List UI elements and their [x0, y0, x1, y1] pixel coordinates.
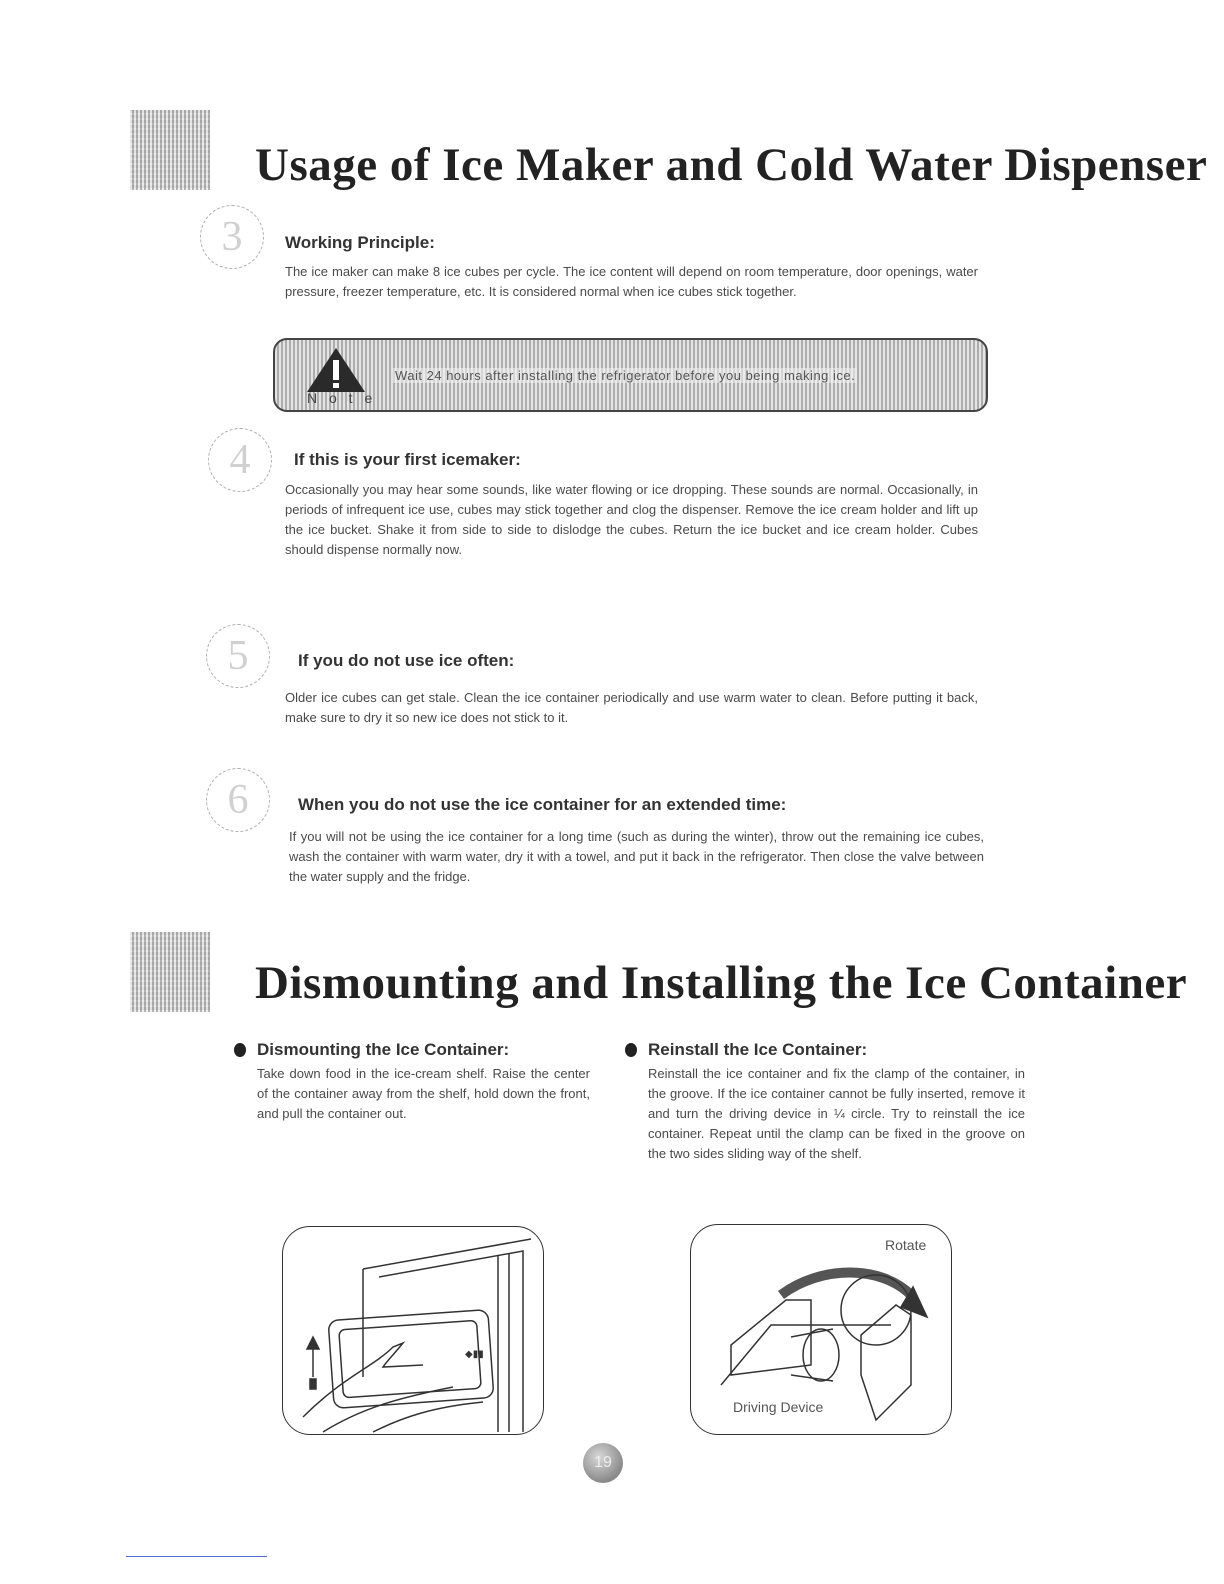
dismount-text: Take down food in the ice-cream shelf. Raise the center of the container away from the shelf, hold down the front, and pull the container out. — [257, 1066, 590, 1121]
warning-icon — [305, 346, 367, 394]
item-3-heading: Working Principle: — [285, 233, 435, 252]
item-3-text: The ice maker can make 8 ice cubes per cycle. The ice content will depend on room temperature, door openings, water pressure, freezer temperature, etc. It is considered normal when ice cubes stick together. — [285, 264, 978, 299]
section-2-decor-square — [130, 932, 210, 1012]
item-4-heading: If this is your first icemaker: — [294, 450, 521, 469]
item-5-heading: If you do not use ice often: — [298, 651, 515, 670]
section-1-decor-square — [130, 110, 210, 190]
item-3-number-badge — [200, 205, 264, 269]
note-text: Wait 24 hours after installing the refrigerator before you being making ice. — [395, 368, 856, 383]
note-box — [273, 338, 988, 412]
item-5-text: Older ice cubes can get stale. Clean the ice container periodically and use warm water to clean. Before putting it back, make sure to dry it so new ice does not stick to it. — [285, 690, 978, 725]
dismount-bullet — [234, 1043, 246, 1057]
rotate-label: Rotate — [885, 1237, 927, 1253]
footer-rule — [126, 1556, 267, 1557]
page-number-badge — [583, 1443, 623, 1483]
item-6-number-badge — [206, 768, 270, 832]
item-3-number: 3 — [221, 214, 243, 260]
item-5-number-badge — [206, 624, 270, 688]
reinstall-heading: Reinstall the Ice Container: — [648, 1040, 868, 1059]
item-4-number-badge — [208, 428, 272, 492]
reinstall-text: Reinstall the ice container and fix the clamp of the container, in the groove. If the ice container cannot be fully inserted, remove it and turn the driving device in ¼ circle. Try to reinstall the ice container. Repeat until the clamp can be fixed in the groove on the two sides sliding way of the shelf. — [648, 1066, 1025, 1161]
reinstall-bullet — [625, 1043, 637, 1057]
note-label: N o t e — [307, 390, 377, 406]
section-1-title: Usage of Ice Maker and Cold Water Dispenser — [255, 139, 1208, 191]
item-4-text: Occasionally you may hear some sounds, like water flowing or ice dropping. These sounds are normal. Occasionally, in periods of infrequent ice use, cubes may stick together and clog the dispenser. Remove the ice cream holder and lift up the ice bucket. Shake it from side to side to dislodge the cubes. Return the ice bucket and ice cream holder. Cubes should dispense normally now. — [285, 482, 978, 557]
reinstall-illustration — [690, 1224, 952, 1435]
item-6-number: 6 — [227, 777, 249, 823]
page-number: 19 — [594, 1454, 612, 1471]
item-6-text: If you will not be using the ice container for a long time (such as during the winter), throw out the remaining ice cubes, wash the container with warm water, dry it with a towel, and put it back in the refrigerator. Then close the valve between the water supply and the fridge. — [289, 829, 984, 884]
svg-text:◆▮▮: ◆▮▮ — [465, 1349, 484, 1360]
driving-device-label: Driving Device — [733, 1399, 824, 1415]
dismount-illustration — [282, 1226, 544, 1435]
item-5-number: 5 — [227, 633, 249, 679]
section-2-title: Dismounting and Installing the Ice Container — [255, 957, 1188, 1009]
dismount-heading: Dismounting the Ice Container: — [257, 1040, 510, 1059]
item-4-number: 4 — [229, 437, 251, 483]
dismount-illustration-drawing — [283, 1227, 543, 1434]
item-6-heading: When you do not use the ice container for an extended time: — [298, 795, 787, 814]
